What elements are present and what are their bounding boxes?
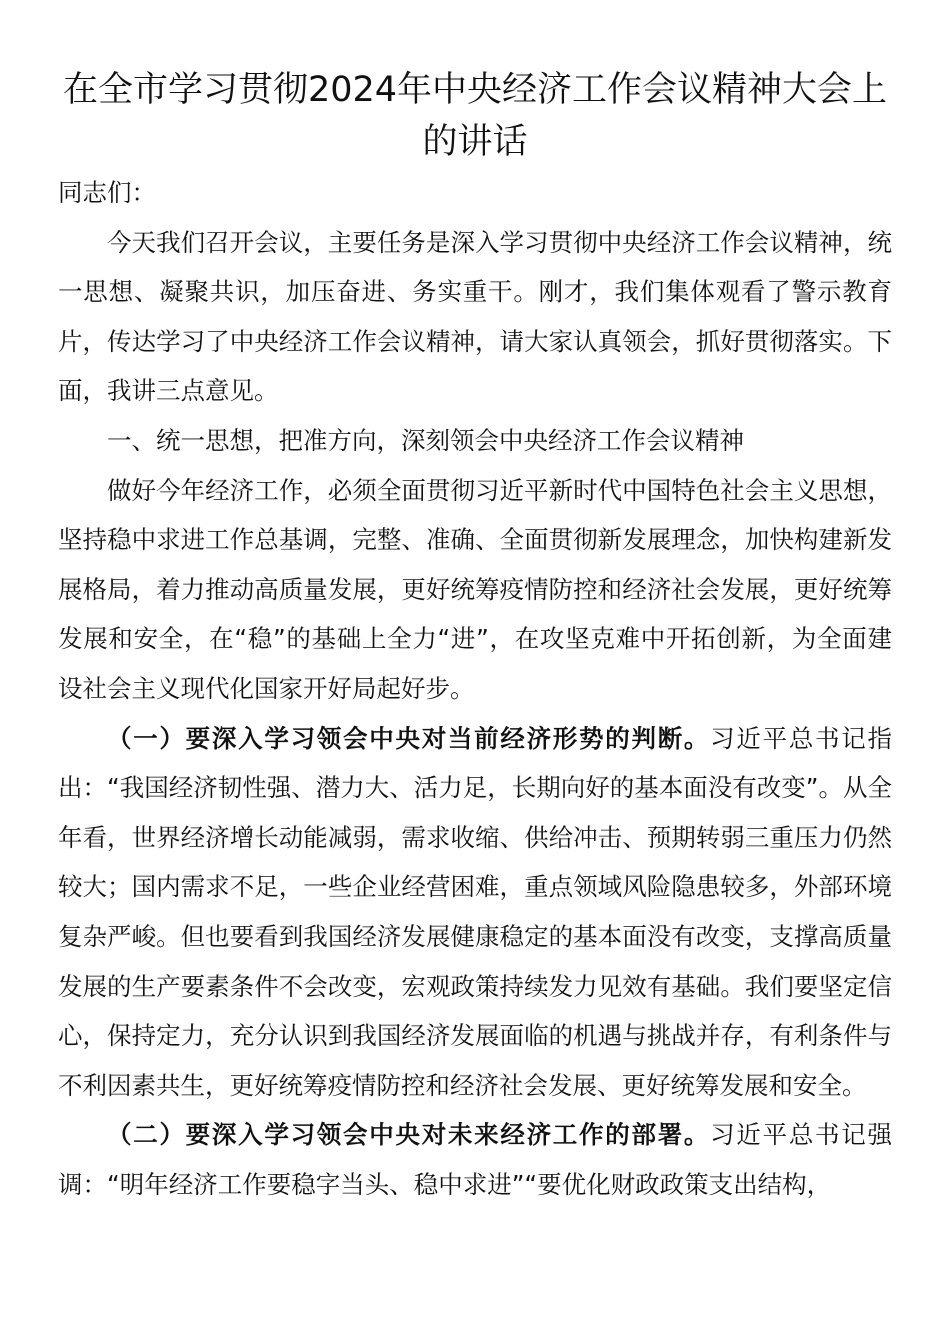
body-paragraph-3 (58, 714, 892, 1111)
intro-paragraph: 今天我们召开会议，主要任务是深入学习贯彻中央经济工作会议精神，统一思想、凝聚共识，加压奋进、务实重干。刚才，我们集体观看了警示教育片，传达学习了中央经济工作会议精神，请大家认真领会，抓好贯彻落实。下面，我讲三点意见。 (58, 227, 892, 406)
document-title: 在全市学习贯彻2024年中央经济工作会议精神大会上的讲话 (62, 70, 888, 162)
body-paragraph-4 (58, 1110, 892, 1209)
body-paragraph-4-text: 习近平总书记强调：“明年经济工作要稳字当头、稳中求进”“要优化财政政策支出结构， (58, 1120, 893, 1199)
body-paragraph-3-text: 习近平总书记指出：“我国经济韧性强、潜力大、活力足，长期向好的基本面没有改变”。从全年看，世界经济增长动能减弱，需求收缩、供给冲击、预期转弱三重压力仍然较大；国内需求不足，一些企业经营困难，重点领域风险隐患较多，外部环境复杂严峻。但也要看到我国经济发展健康稳定的基本面没有改变，支撑高质量发展的生产要素条件不会改变，宏观政策持续发力见效有基础。我们要坚定信心，保持定力，充分认识到我国经济发展面临的机遇与挑战并存，有利条件与不利因素共生，更好统筹疫情防控和经济社会发展、更好统筹发展和安全。 (58, 723, 893, 1100)
subheading-1: （一）要深入学习领会中央对当前经济形势的判断。 (107, 723, 711, 753)
salutation: 同志们： (58, 178, 156, 207)
body-paragraph-2: 做好今年经济工作，必须全面贯彻习近平新时代中国特色社会主义思想，坚持稳中求进工作总基调，完整、准确、全面贯彻新发展理念，加快构建新发展格局，着力推动高质量发展，更好统筹疫情防控和经济社会发展，更好统筹发展和安全，在“稳”的基础上全力“进”，在攻坚克难中开拓创新，为全面建设社会主义现代化国家开好局起好步。 (58, 475, 892, 703)
subheading-2: （二）要深入学习领会中央对未来经济工作的部署。 (107, 1120, 711, 1150)
document-body (58, 168, 892, 1209)
section-heading-1: 一、统一思想，把准方向，深刻领会中央经济工作会议精神 (107, 425, 744, 455)
